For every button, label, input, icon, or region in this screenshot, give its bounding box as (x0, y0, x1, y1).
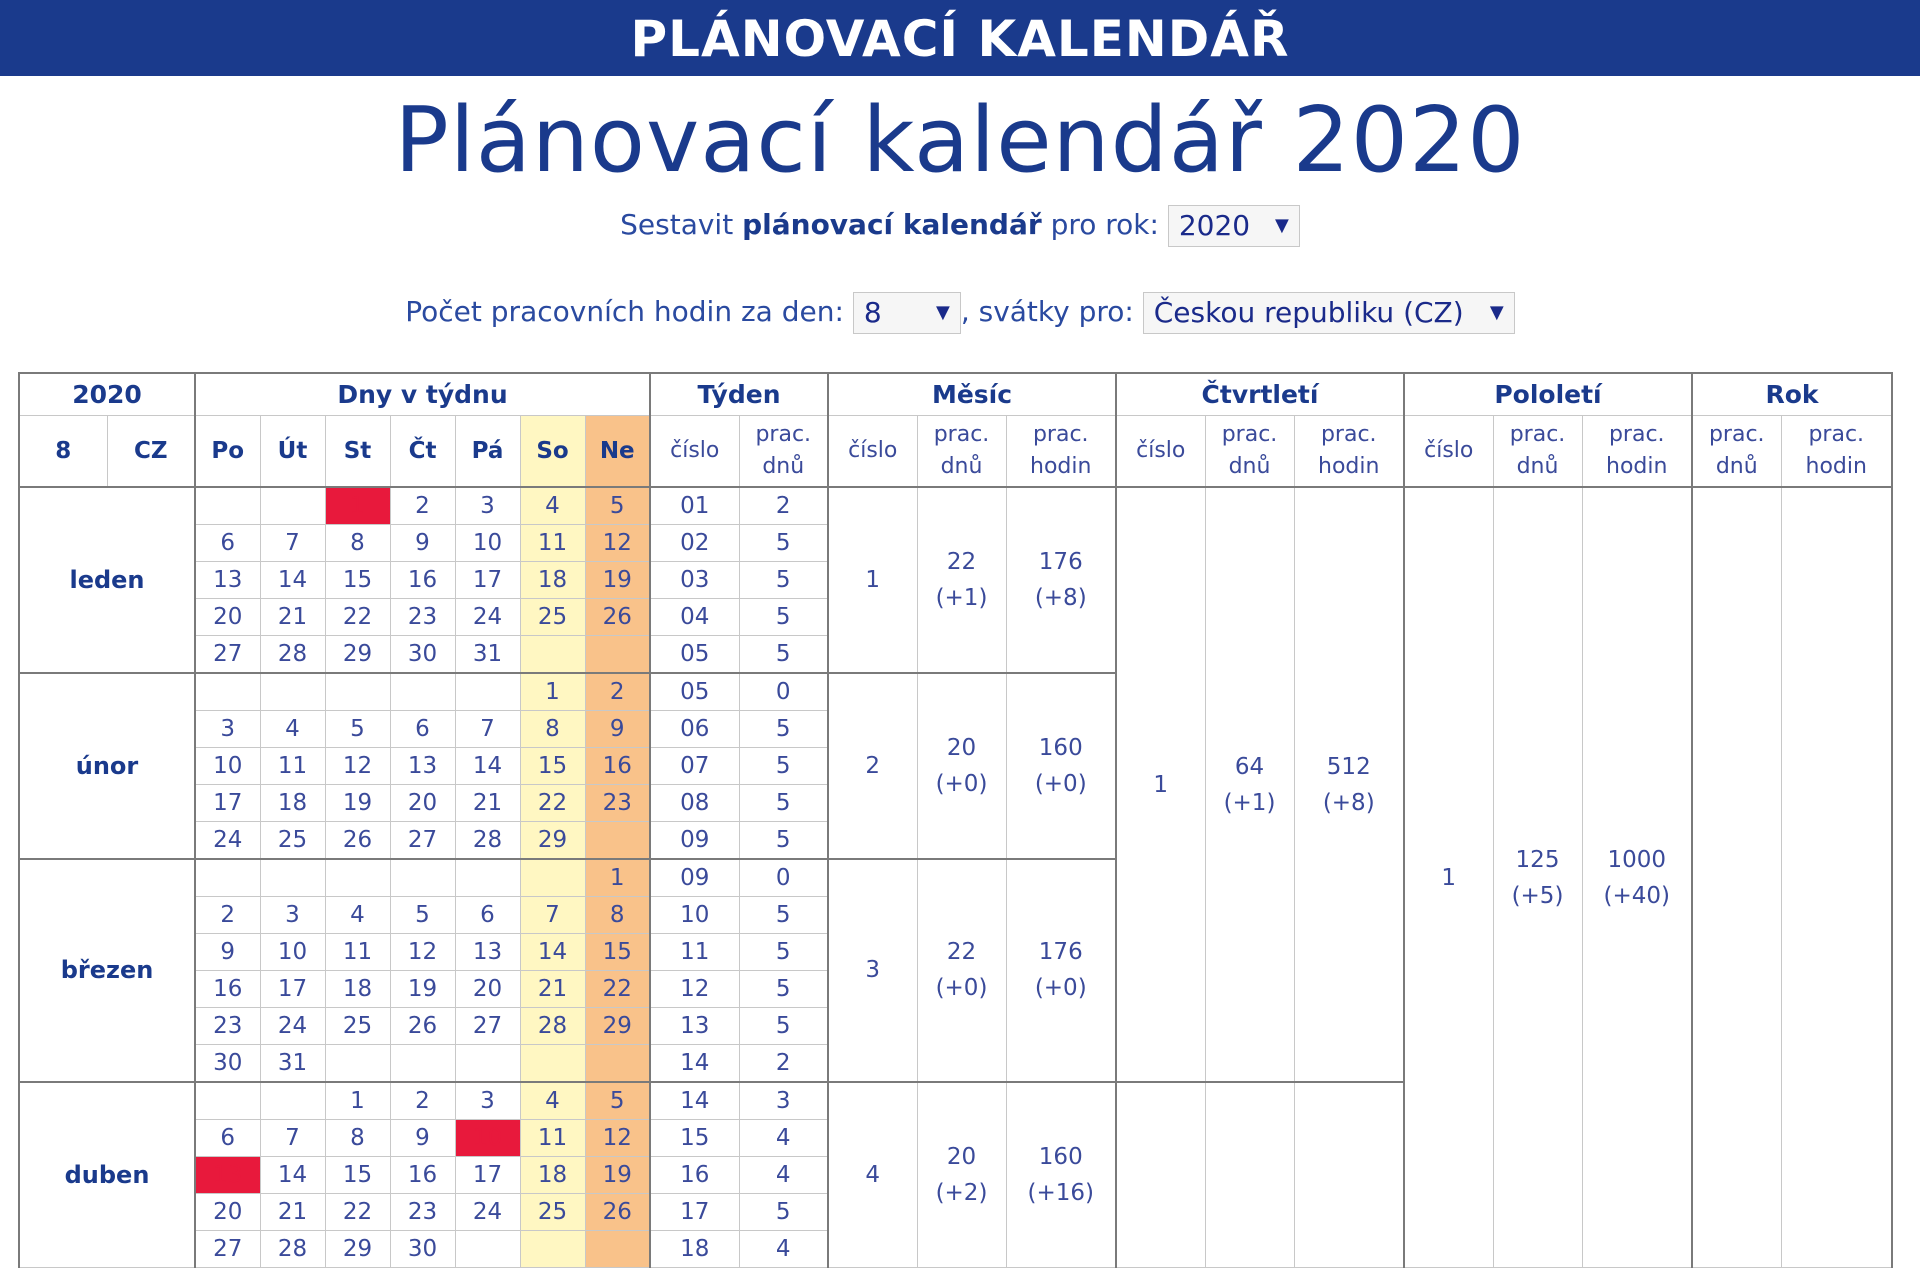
day-cell: 2 (585, 673, 650, 710)
day-cell: 15 (585, 933, 650, 970)
day-cell: 5 (325, 710, 390, 747)
day-cell: 27 (195, 1231, 260, 1268)
day-cell: 22 (325, 599, 390, 636)
week-number: 08 (650, 785, 739, 822)
quarter-work-days-value: 64 (1234, 753, 1265, 780)
month-work-days-value: 22 (946, 939, 977, 966)
day-cell (455, 1045, 520, 1082)
day-cell: 28 (260, 636, 325, 673)
day-cell: 30 (195, 1045, 260, 1082)
day-cell: 3 (455, 487, 520, 524)
chevron-down-icon: ▼ (1275, 215, 1289, 236)
week-number: 15 (650, 1119, 739, 1156)
day-cell: 14 (260, 561, 325, 598)
half-work-hours-value: 1000 (1607, 846, 1667, 873)
day-cell (455, 673, 520, 710)
day-cell: 26 (585, 599, 650, 636)
day-cell: 11 (520, 524, 585, 561)
quarter-work-hours (1294, 1082, 1404, 1268)
day-cell (195, 859, 260, 896)
day-cell: 4 (325, 896, 390, 933)
day-cell: 4 (520, 487, 585, 524)
week-number: 05 (650, 673, 739, 710)
week-work-days: 4 (739, 1119, 828, 1156)
day-cell: 18 (520, 561, 585, 598)
weekday-header: Ne (585, 415, 650, 487)
week-work-days: 4 (739, 1156, 828, 1193)
header-hours: 8 (19, 415, 107, 487)
holiday-day-cell: 13 (195, 1156, 260, 1193)
month-work-hours (1006, 859, 1116, 1082)
day-cell: 1 (585, 859, 650, 896)
day-cell: 29 (325, 1231, 390, 1268)
year-work-hours (1781, 487, 1892, 1268)
day-cell: 5 (390, 896, 455, 933)
day-cell: 23 (390, 599, 455, 636)
week-number: 18 (650, 1231, 739, 1268)
day-cell: 30 (390, 636, 455, 673)
day-cell: 25 (260, 822, 325, 859)
week-number: 10 (650, 896, 739, 933)
month-number: 4 (828, 1082, 917, 1268)
year-label-prefix: Sestavit (620, 208, 743, 241)
day-cell: 12 (585, 1119, 650, 1156)
day-cell: 6 (455, 896, 520, 933)
day-cell: 2 (390, 487, 455, 524)
day-cell: 10 (195, 747, 260, 784)
week-number: 12 (650, 970, 739, 1007)
day-cell: 1 (325, 1082, 390, 1119)
day-cell: 20 (195, 599, 260, 636)
quarter-number (1116, 1082, 1205, 1268)
day-cell: 10 (260, 933, 325, 970)
month-work-hours-delta: (+0) (1034, 770, 1087, 797)
day-cell (195, 1082, 260, 1119)
week-work-days: 5 (739, 970, 828, 1007)
day-cell: 22 (520, 785, 585, 822)
month-work-hours-delta: (+16) (1027, 1180, 1094, 1207)
day-cell: 19 (390, 970, 455, 1007)
subheader-number: číslo (1404, 415, 1493, 487)
holiday-day-cell: 10 (455, 1119, 520, 1156)
year-label-suffix: pro rok: (1041, 208, 1168, 241)
week-work-days: 0 (739, 859, 828, 896)
day-cell: 17 (260, 970, 325, 1007)
subheader-number: číslo (650, 415, 739, 487)
day-cell: 19 (585, 1156, 650, 1193)
chevron-down-icon: ▼ (1489, 302, 1504, 323)
weekday-header: Pá (455, 415, 520, 487)
month-work-days (917, 859, 1006, 1082)
day-cell: 24 (455, 1194, 520, 1231)
month-name: leden (19, 487, 195, 673)
year-label-bold: plánovací kalendář (742, 208, 1042, 241)
header-half-group: Pololetí (1404, 373, 1692, 415)
day-cell: 23 (195, 1008, 260, 1045)
year-work-days (1692, 487, 1781, 1268)
week-number: 16 (650, 1156, 739, 1193)
week-work-days: 5 (739, 747, 828, 784)
day-cell: 8 (520, 710, 585, 747)
day-cell: 9 (585, 710, 650, 747)
month-work-days-delta: (+1) (935, 584, 988, 611)
day-cell: 16 (195, 970, 260, 1007)
day-cell: 4 (260, 710, 325, 747)
month-work-days (917, 673, 1006, 859)
day-cell (390, 859, 455, 896)
day-cell (585, 1231, 650, 1268)
day-cell (390, 673, 455, 710)
header-sub-row (19, 415, 1892, 487)
quarter-work-days (1205, 487, 1294, 1082)
day-cell: 13 (455, 933, 520, 970)
half-number: 1 (1404, 487, 1493, 1268)
week-work-days: 0 (739, 673, 828, 710)
day-cell (520, 859, 585, 896)
day-cell: 7 (520, 896, 585, 933)
day-cell: 16 (390, 1156, 455, 1193)
day-cell: 9 (195, 933, 260, 970)
week-row (19, 487, 1892, 524)
day-cell: 16 (390, 561, 455, 598)
day-cell: 15 (520, 747, 585, 784)
week-number: 17 (650, 1194, 739, 1231)
day-cell: 22 (325, 1194, 390, 1231)
day-cell: 24 (195, 822, 260, 859)
week-work-days: 5 (739, 822, 828, 859)
day-cell: 21 (455, 785, 520, 822)
day-cell: 15 (325, 1156, 390, 1193)
week-number: 07 (650, 747, 739, 784)
day-cell: 20 (390, 785, 455, 822)
week-work-days: 2 (739, 487, 828, 524)
half-work-days (1493, 487, 1582, 1268)
month-number: 2 (828, 673, 917, 859)
header-country: CZ (107, 415, 195, 487)
day-cell: 21 (520, 970, 585, 1007)
day-cell: 26 (585, 1194, 650, 1231)
week-work-days: 5 (739, 561, 828, 598)
day-cell: 12 (390, 933, 455, 970)
day-cell: 2 (195, 896, 260, 933)
day-cell: 17 (195, 785, 260, 822)
subheader-work-days: prac. dnů (1205, 415, 1294, 487)
day-cell: 11 (520, 1119, 585, 1156)
day-cell: 30 (390, 1231, 455, 1268)
header-year: 2020 (19, 373, 195, 415)
holidays-select[interactable] (1143, 292, 1515, 334)
month-work-days-value: 20 (946, 1144, 977, 1171)
week-number: 09 (650, 859, 739, 896)
day-cell: 5 (585, 1082, 650, 1119)
hours-select[interactable] (853, 292, 961, 334)
month-work-hours-value: 160 (1038, 734, 1083, 761)
week-number: 11 (650, 933, 739, 970)
month-name: březen (19, 859, 195, 1082)
week-number: 03 (650, 561, 739, 598)
day-cell: 19 (585, 561, 650, 598)
day-cell: 14 (260, 1156, 325, 1193)
week-number: 02 (650, 524, 739, 561)
quarter-work-days-delta: (+1) (1223, 789, 1276, 816)
quarter-work-days (1205, 1082, 1294, 1268)
day-cell: 18 (325, 970, 390, 1007)
hours-label: Počet pracovních hodin za den: (405, 295, 853, 328)
subheader-work-hours: prac. hodin (1582, 415, 1692, 487)
day-cell: 25 (325, 1008, 390, 1045)
day-cell (520, 636, 585, 673)
subheader-work-days: prac. dnů (1692, 415, 1781, 487)
week-number: 09 (650, 822, 739, 859)
week-work-days: 5 (739, 933, 828, 970)
year-control-row (0, 205, 1920, 247)
day-cell: 27 (455, 1008, 520, 1045)
day-cell: 8 (325, 1119, 390, 1156)
day-cell: 26 (390, 1008, 455, 1045)
day-cell: 8 (325, 524, 390, 561)
half-work-hours-delta: (+40) (1603, 882, 1670, 909)
day-cell: 6 (195, 1119, 260, 1156)
week-number: 14 (650, 1045, 739, 1082)
subheader-number: číslo (1116, 415, 1205, 487)
header-quarter-group: Čtvrtletí (1116, 373, 1404, 415)
day-cell (195, 673, 260, 710)
month-work-days-value: 22 (946, 548, 977, 575)
day-cell (260, 673, 325, 710)
day-cell: 29 (325, 636, 390, 673)
month-name: duben (19, 1082, 195, 1268)
day-cell: 3 (260, 896, 325, 933)
day-cell: 23 (585, 785, 650, 822)
day-cell: 7 (260, 524, 325, 561)
day-cell: 4 (520, 1082, 585, 1119)
day-cell: 31 (260, 1045, 325, 1082)
weekday-header: St (325, 415, 390, 487)
day-cell (325, 1045, 390, 1082)
month-work-days (917, 1082, 1006, 1268)
month-work-hours-value: 160 (1038, 1144, 1083, 1171)
day-cell (325, 859, 390, 896)
day-cell: 23 (390, 1194, 455, 1231)
day-cell: 5 (585, 487, 650, 524)
month-number: 3 (828, 859, 917, 1082)
weekday-header: So (520, 415, 585, 487)
day-cell: 19 (325, 785, 390, 822)
month-work-hours-delta: (+0) (1034, 975, 1087, 1002)
subheader-work-hours: prac. hodin (1294, 415, 1404, 487)
top-banner (0, 0, 1920, 76)
week-work-days: 5 (739, 524, 828, 561)
day-cell: 13 (390, 747, 455, 784)
month-work-hours-delta: (+8) (1034, 584, 1087, 611)
subheader-work-hours: prac. hodin (1006, 415, 1116, 487)
year-select-value: 2020 (1178, 209, 1251, 242)
day-cell: 16 (585, 747, 650, 784)
day-cell: 7 (260, 1119, 325, 1156)
day-cell: 13 (195, 561, 260, 598)
half-work-days-delta: (+5) (1511, 882, 1564, 909)
day-cell: 20 (195, 1194, 260, 1231)
day-cell: 21 (260, 1194, 325, 1231)
weekday-header: Út (260, 415, 325, 487)
year-select[interactable] (1168, 205, 1300, 247)
week-work-days: 4 (739, 1231, 828, 1268)
week-work-days: 2 (739, 1045, 828, 1082)
quarter-work-hours (1294, 487, 1404, 1082)
day-cell: 18 (520, 1156, 585, 1193)
day-cell: 25 (520, 1194, 585, 1231)
week-work-days: 5 (739, 1194, 828, 1231)
day-cell (520, 1231, 585, 1268)
day-cell: 6 (195, 524, 260, 561)
day-cell: 3 (455, 1082, 520, 1119)
half-work-hours (1582, 487, 1692, 1268)
day-cell (585, 1045, 650, 1082)
day-cell: 26 (325, 822, 390, 859)
day-cell: 20 (455, 970, 520, 1007)
hours-control-row (0, 292, 1920, 334)
week-work-days: 5 (739, 1008, 828, 1045)
day-cell: 2 (390, 1082, 455, 1119)
day-cell: 14 (520, 933, 585, 970)
day-cell: 28 (455, 822, 520, 859)
month-work-days-delta: (+2) (935, 1180, 988, 1207)
subheader-work-days: prac. dnů (917, 415, 1006, 487)
day-cell: 9 (390, 524, 455, 561)
day-cell: 3 (195, 710, 260, 747)
day-cell: 8 (585, 896, 650, 933)
day-cell (260, 859, 325, 896)
day-cell: 27 (195, 636, 260, 673)
month-work-days-delta: (+0) (935, 770, 988, 797)
month-work-hours (1006, 487, 1116, 673)
day-cell: 21 (260, 599, 325, 636)
weekday-header: Čt (390, 415, 455, 487)
day-cell: 15 (325, 561, 390, 598)
day-cell: 24 (455, 599, 520, 636)
day-cell (455, 1231, 520, 1268)
day-cell (260, 487, 325, 524)
day-cell: 24 (260, 1008, 325, 1045)
holidays-label: , svátky pro: (960, 295, 1143, 328)
day-cell: 6 (390, 710, 455, 747)
quarter-work-hours-value: 512 (1326, 753, 1371, 780)
day-cell: 11 (260, 747, 325, 784)
month-work-hours (1006, 1082, 1116, 1268)
day-cell: 11 (325, 933, 390, 970)
week-number: 05 (650, 636, 739, 673)
day-cell: 25 (520, 599, 585, 636)
week-number: 13 (650, 1008, 739, 1045)
week-number: 01 (650, 487, 739, 524)
day-cell: 12 (325, 747, 390, 784)
month-name: únor (19, 673, 195, 859)
week-number: 06 (650, 710, 739, 747)
subheader-work-hours: prac. hodin (1781, 415, 1892, 487)
day-cell: 28 (260, 1231, 325, 1268)
day-cell (520, 1045, 585, 1082)
month-number: 1 (828, 487, 917, 673)
month-work-days-value: 20 (946, 734, 977, 761)
header-month-group: Měsíc (828, 373, 1116, 415)
month-work-days-delta: (+0) (935, 975, 988, 1002)
day-cell: 28 (520, 1008, 585, 1045)
day-cell (585, 636, 650, 673)
subheader-work-days: prac. dnů (739, 415, 828, 487)
day-cell: 7 (455, 710, 520, 747)
week-work-days: 5 (739, 785, 828, 822)
half-work-days-value: 125 (1515, 846, 1560, 873)
week-work-days: 5 (739, 710, 828, 747)
holidays-select-value: Českou republiku (CZ) (1153, 296, 1464, 329)
day-cell (325, 673, 390, 710)
week-number: 14 (650, 1082, 739, 1119)
week-work-days: 5 (739, 636, 828, 673)
month-work-days (917, 487, 1006, 673)
day-cell: 10 (455, 524, 520, 561)
calendar-table (18, 372, 1893, 1268)
header-days-group: Dny v týdnu (195, 373, 650, 415)
day-cell: 18 (260, 785, 325, 822)
day-cell (455, 859, 520, 896)
week-work-days: 5 (739, 896, 828, 933)
day-cell (390, 1045, 455, 1082)
hours-select-value: 8 (863, 296, 882, 329)
day-cell (585, 822, 650, 859)
week-work-days: 3 (739, 1082, 828, 1119)
header-year-group: Rok (1692, 373, 1892, 415)
page-title: Plánovací kalendář 2020 (394, 88, 1526, 193)
day-cell: 17 (455, 561, 520, 598)
month-work-hours (1006, 673, 1116, 859)
quarter-work-hours-delta: (+8) (1322, 789, 1375, 816)
day-cell (260, 1082, 325, 1119)
day-cell (195, 487, 260, 524)
day-cell: 14 (455, 747, 520, 784)
header-week-group: Týden (650, 373, 828, 415)
day-cell: 9 (390, 1119, 455, 1156)
banner-title: PLÁNOVACÍ KALENDÁŘ (630, 10, 1290, 68)
subheader-number: číslo (828, 415, 917, 487)
day-cell: 27 (390, 822, 455, 859)
day-cell: 12 (585, 524, 650, 561)
chevron-down-icon: ▼ (935, 302, 950, 323)
weekday-header: Po (195, 415, 260, 487)
day-cell: 31 (455, 636, 520, 673)
day-cell: 29 (520, 822, 585, 859)
day-cell: 22 (585, 970, 650, 1007)
day-cell: 29 (585, 1008, 650, 1045)
day-cell: 1 (520, 673, 585, 710)
subheader-work-days: prac. dnů (1493, 415, 1582, 487)
holiday-day-cell: 1 (325, 487, 390, 524)
day-cell: 17 (455, 1156, 520, 1193)
quarter-number: 1 (1116, 487, 1205, 1082)
month-work-hours-value: 176 (1038, 548, 1083, 575)
week-work-days: 5 (739, 599, 828, 636)
header-group-row (19, 373, 1892, 415)
month-work-hours-value: 176 (1038, 939, 1083, 966)
week-number: 04 (650, 599, 739, 636)
